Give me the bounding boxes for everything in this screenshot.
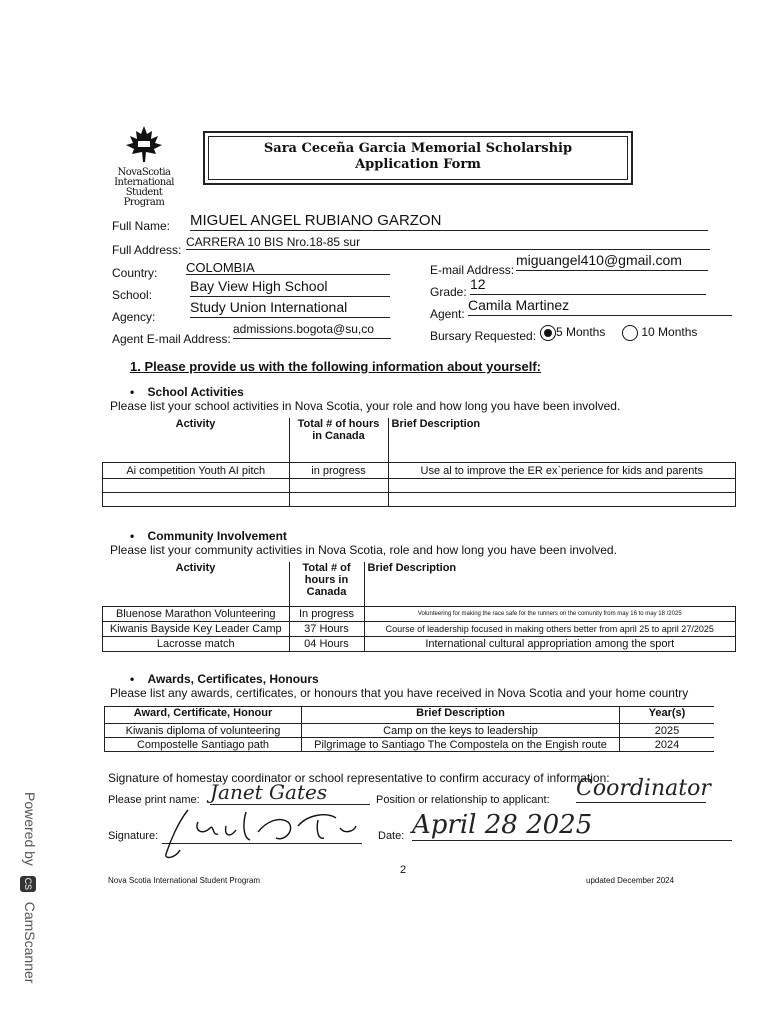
col-header: Total # of hours in Canada [289,562,364,607]
full-name-field[interactable]: MIGUEL ANGEL RUBIANO GARZON [190,212,708,231]
table-cell[interactable] [388,479,736,493]
watermark-brand: CamScanner [22,901,38,984]
address-label: Full Address: [112,243,182,257]
form-title: Sara Ceceña Garcia Memorial Scholarship [263,141,573,156]
table-cell[interactable]: Compostelle Santiago path [105,738,302,752]
col-header: Year(s) [620,707,715,724]
table-header-row [103,562,736,607]
table-cell[interactable] [103,493,290,507]
table-cell[interactable]: Camp on the keys to leadership [302,724,620,738]
table-cell[interactable]: Use al to improve the ER ex`perience for kids and parents [388,463,736,479]
agent-label: Agent: [430,307,465,321]
maple-leaf-icon [124,125,164,163]
awards-table [104,706,714,752]
signature-scribble[interactable] [158,802,368,862]
position-field[interactable]: Coordinator [576,776,711,801]
camscanner-logo-icon: CS [20,876,36,892]
bursary-option-10[interactable] [622,325,697,341]
awards-heading: • Awards, Certificates, Honours [130,672,319,686]
agency-label: Agency: [112,310,156,324]
print-name-field[interactable]: Janet Gates [210,780,370,805]
school-label: School: [112,288,153,302]
logo-line-2: International [114,177,174,188]
table-cell[interactable] [103,479,290,493]
table-cell[interactable]: Kiwanis diploma of volunteering [105,724,302,738]
bursary-option-5-label: 5 Months [556,325,606,340]
col-header: Total # of hours in Canada [289,418,388,463]
table-cell[interactable] [289,479,388,493]
school-field[interactable]: Bay View High School [190,278,390,297]
table-cell[interactable]: 37 Hours [289,622,364,637]
grade-field[interactable]: 12 [470,276,706,295]
agent-email-field[interactable]: admissions.bogota@su,co [233,322,391,339]
table-cell[interactable]: in progress [289,463,388,479]
community-table [102,562,736,652]
print-name-label: Please print name: [108,794,200,806]
table-row [105,724,715,738]
col-header: Activity [103,418,290,463]
table-cell[interactable]: Bluenose Marathon Volunteering [103,607,290,622]
radio-selected-icon[interactable] [540,325,556,341]
table-cell[interactable]: 2025 [620,724,715,738]
school-activities-instruction: Please list your school activities in Nova Scotia, your role and how long you have been involved. [110,399,621,413]
table-cell[interactable]: Lacrosse match [103,637,290,652]
email-field[interactable]: miguangel410@gmail.com [516,252,708,271]
footer-right: updated December 2024 [586,876,675,885]
signature-label: Signature: [108,830,159,842]
watermark-text: Powered by [22,792,38,866]
logo-line-4: Program [123,197,165,208]
col-header: Award, Certificate, Honour [105,707,302,724]
col-header: Brief Description [302,707,620,724]
table-cell[interactable]: Kiwanis Bayside Key Leader Camp [103,622,290,637]
table-cell[interactable] [388,493,736,507]
col-header: Activity [103,562,290,607]
logo-line-1: NovaScotia [117,167,171,178]
signature-instruction: Signature of homestay coordinator or school representative to confirm accuracy of information: [108,771,610,785]
camscanner-watermark [14,792,38,1012]
full-name-label: Full Name: [112,219,171,233]
agent-email-label: Agent E-mail Address: [112,332,231,346]
table-cell[interactable]: Course of leadership focused in making others better from april 25 to april 27/2025 [364,622,736,637]
table-row [103,607,736,622]
org-logo [108,125,180,208]
table-row [103,493,736,507]
table-row [103,479,736,493]
logo-line-3: Student [125,187,163,198]
col-header: Brief Description [364,562,736,607]
table-row [103,637,736,652]
school-activities-table [102,418,736,507]
footer-left: Nova Scotia International Student Program [108,876,261,885]
bursary-label: Bursary Requested: [430,329,537,343]
grade-label: Grade: [430,285,467,299]
table-row [105,738,715,752]
table-cell[interactable]: Ai competition Youth AI pitch [103,463,290,479]
table-header-row [103,418,736,463]
page-number: 2 [400,864,407,876]
agency-field[interactable]: Study Union International [190,299,390,318]
table-cell[interactable]: Volunteering for making the race safe for the runners on the comunity from may 16 to may 18 /2025 [364,607,736,622]
email-label: E-mail Address: [430,263,515,277]
awards-instruction: Please list any awards, certificates, or honours that you have received in Nova Scotia and your home country [110,686,689,700]
table-header-row [105,707,715,724]
date-label: Date: [378,830,405,842]
col-header: Brief Description [388,418,736,463]
radio-empty-icon[interactable] [622,325,638,341]
position-label: Position or relationship to applicant: [376,794,550,806]
bursary-option-5[interactable] [540,325,605,341]
community-heading: • Community Involvement [130,529,287,543]
address-field[interactable]: CARRERA 10 BIS Nro.18-85 sur [186,235,710,250]
bursary-option-10-label: 10 Months [641,325,698,340]
table-cell[interactable]: 2024 [620,738,715,752]
table-cell[interactable]: Pilgrimage to Santiago The Compostela on the Engish route [302,738,620,752]
country-label: Country: [112,266,158,280]
table-cell[interactable]: International cultural appropriation among the sport [364,637,736,652]
country-field[interactable]: COLOMBIA [186,260,390,275]
community-instruction: Please list your community activities in Nova Scotia, role and how long you have been involved. [110,543,617,557]
table-row [103,622,736,637]
table-cell[interactable] [289,493,388,507]
section-heading: 1. Please provide us with the following information about yourself: [130,359,541,374]
table-cell[interactable]: In progress [289,607,364,622]
table-row [103,463,736,479]
form-subtitle: Application Form [355,157,481,172]
agent-field[interactable]: Camila Martinez [468,297,732,316]
date-field[interactable]: April 28 2025 [412,810,732,841]
title-box [203,131,633,185]
school-activities-heading: • School Activities [130,385,244,399]
table-cell[interactable]: 04 Hours [289,637,364,652]
